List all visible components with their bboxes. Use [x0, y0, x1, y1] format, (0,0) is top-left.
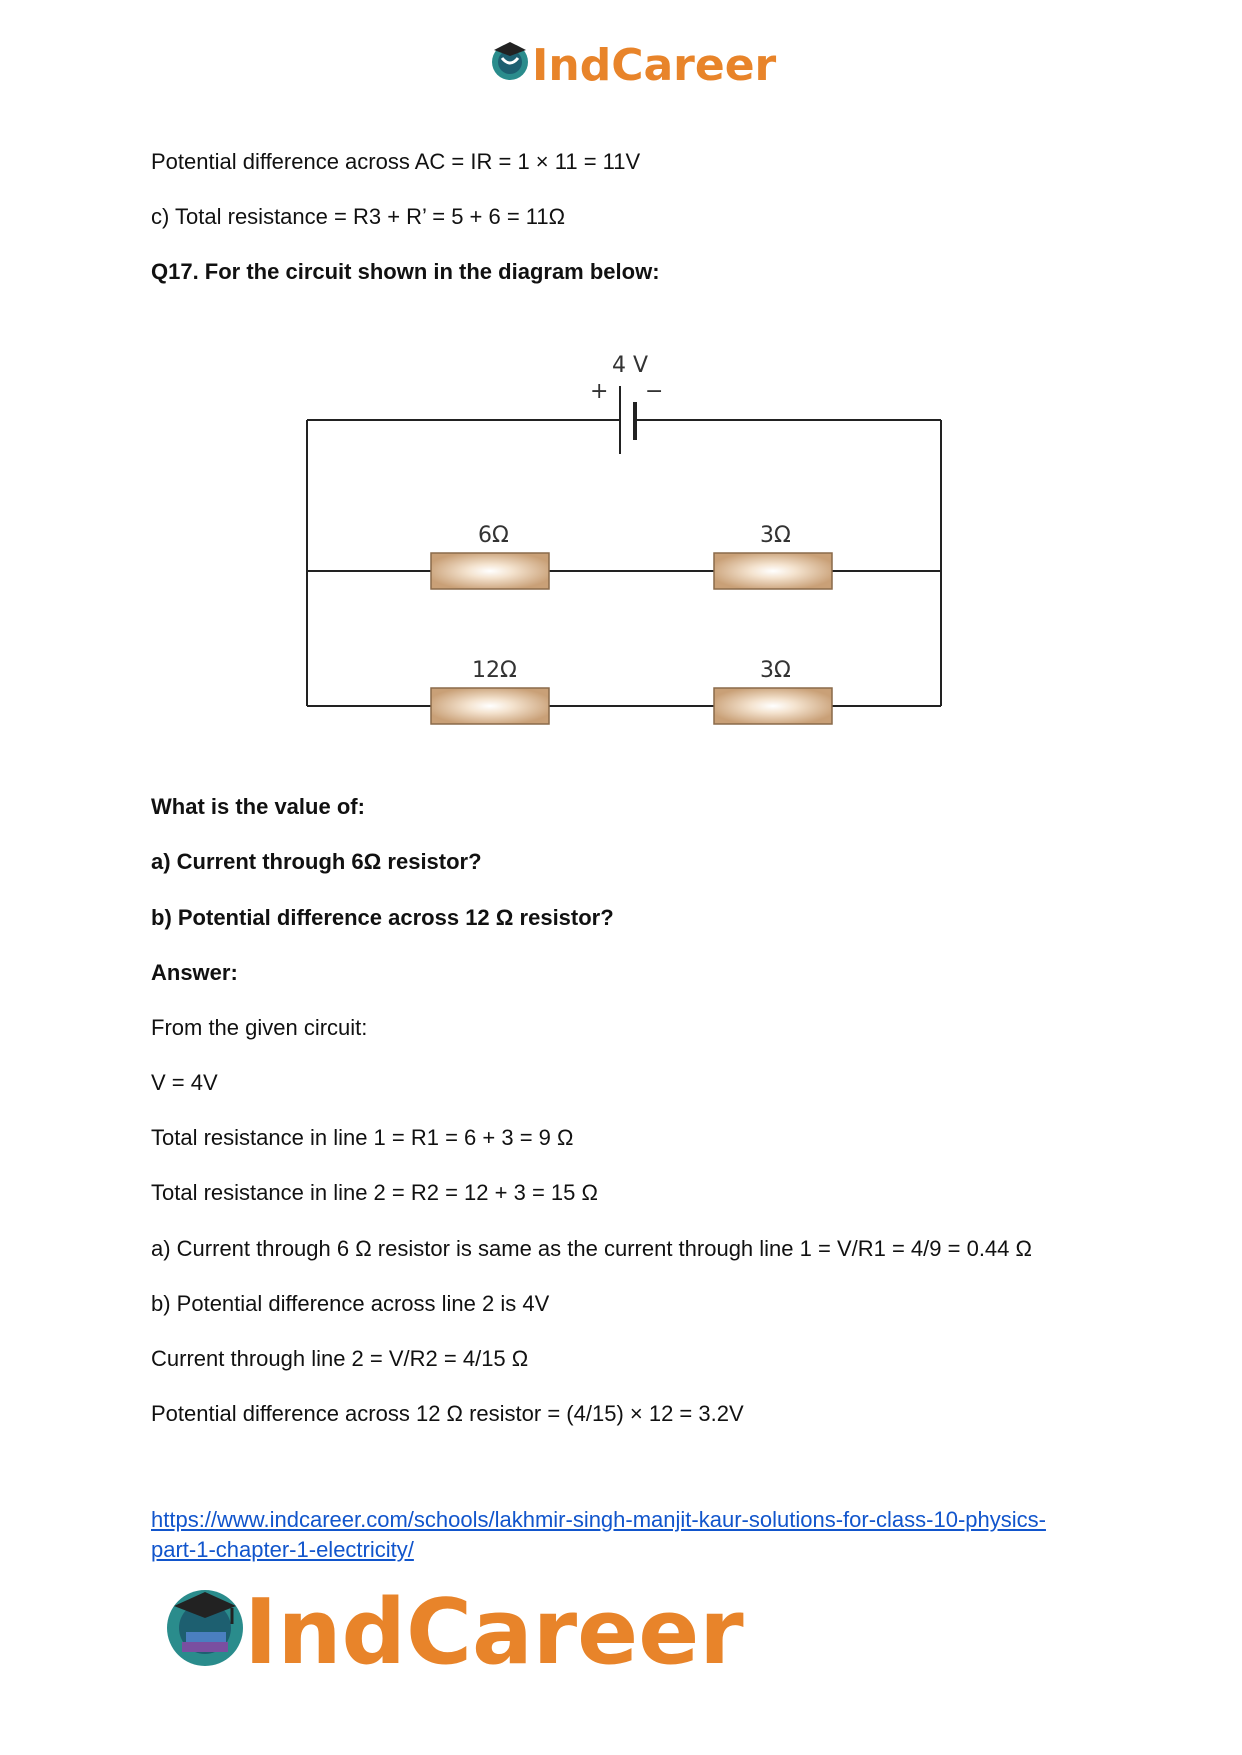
source-link[interactable]: https://www.indcareer.com/schools/lakhmir-singh-manjit-kaur-solutions-for-class-10-physics-	[151, 1507, 1046, 1532]
footer-logo	[160, 1580, 744, 1690]
answer-line: V = 4V	[151, 1070, 218, 1095]
plus-sign: +	[590, 379, 609, 404]
answer-line: Current through line 2 = V/R2 = 4/15 Ω	[151, 1346, 529, 1371]
text-line: c) Total resistance = R3 + R’ = 5 + 6 = 11Ω	[151, 204, 566, 229]
source-link-continued[interactable]: part-1-chapter-1-electricity/	[151, 1537, 414, 1562]
resistor	[431, 658, 549, 724]
header-logo	[488, 38, 777, 98]
battery	[590, 353, 663, 454]
resistor-label: 6Ω	[478, 523, 509, 548]
answer-line: Potential difference across 12 Ω resistor = (4/15) × 12 = 3.2V	[151, 1401, 744, 1426]
answer-line: From the given circuit:	[151, 1015, 368, 1040]
answer-heading: Answer:	[151, 960, 238, 985]
resistor-label: 3Ω	[760, 658, 791, 683]
circuit-diagram	[290, 340, 970, 740]
resistor	[714, 523, 832, 589]
resistor	[714, 658, 832, 724]
resistor-label: 3Ω	[760, 523, 791, 548]
logo-text: IndCareer	[244, 1580, 744, 1685]
question-prompt: What is the value of:	[151, 794, 365, 819]
answer-line: a) Current through 6 Ω resistor is same as the current through line 1 = V/R1 = 4/9 = 0.44 Ω	[151, 1236, 1032, 1261]
question-a: a) Current through 6Ω resistor?	[151, 849, 482, 874]
minus-sign: −	[645, 379, 664, 404]
graduation-books-icon	[160, 1580, 250, 1670]
question-title: Q17. For the circuit shown in the diagram below:	[151, 259, 660, 284]
answer-line: b) Potential difference across line 2 is 4V	[151, 1291, 550, 1316]
resistor	[431, 523, 549, 589]
battery-label: 4 V	[612, 353, 649, 378]
answer-line: Total resistance in line 2 = R2 = 12 + 3 = 15 Ω	[151, 1180, 598, 1205]
question-b: b) Potential difference across 12 Ω resistor?	[151, 905, 614, 930]
graduation-globe-icon	[488, 38, 532, 82]
answer-line: Total resistance in line 1 = R1 = 6 + 3 = 9 Ω	[151, 1125, 574, 1150]
logo-text: IndCareer	[532, 40, 777, 91]
text-line: Potential difference across AC = IR = 1 × 11 = 11V	[151, 149, 641, 174]
resistor-label: 12Ω	[472, 658, 517, 683]
circuit-wires	[307, 420, 941, 706]
